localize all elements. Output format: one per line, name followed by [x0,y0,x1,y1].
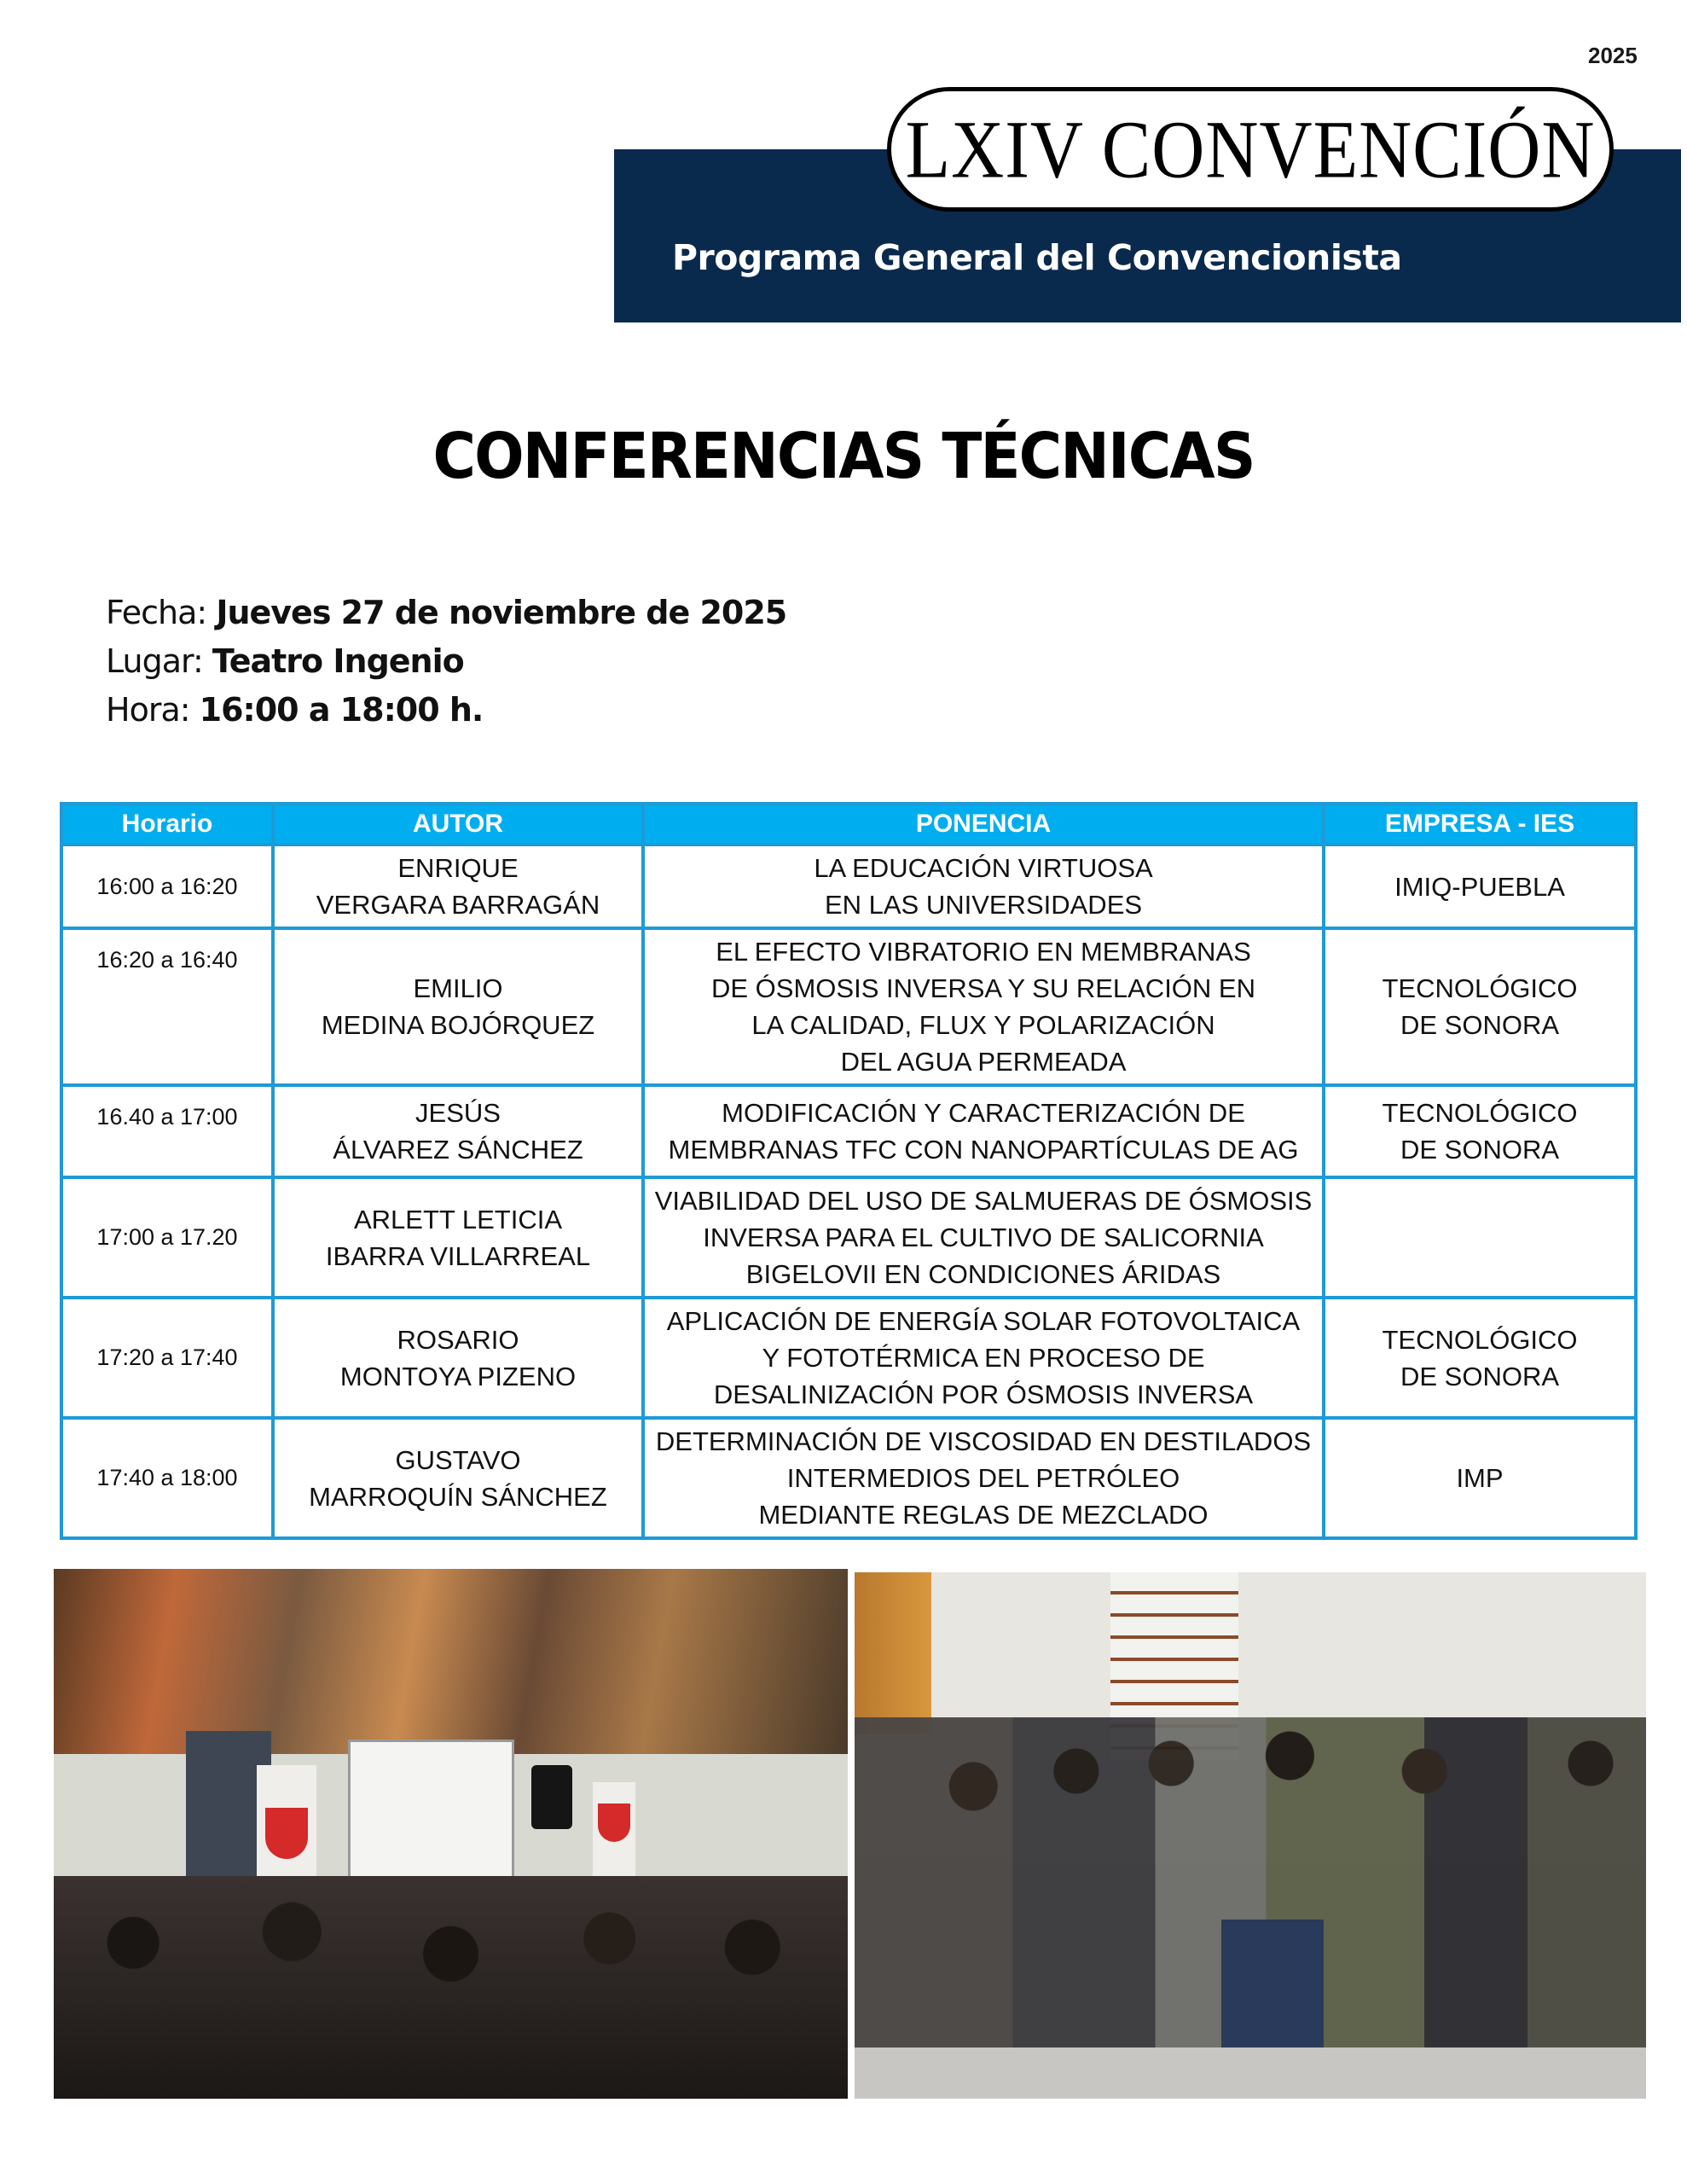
talk-line: DETERMINACIÓN DE VISCOSIDAD EN DESTILADOS [655,1426,1312,1456]
time-value: 16:00 a 18:00 h. [199,691,484,729]
author-cell [273,1298,643,1418]
time-cell: 17:40 a 18:00 [61,1418,273,1538]
author-last: MARROQUÍN SÁNCHEZ [309,1481,607,1512]
author-last: VERGARA BARRAGÁN [316,890,600,920]
column-header-autor: AUTOR [273,804,643,845]
convention-title: LXIV CONVENCIÓN [905,103,1596,195]
table-row [61,1085,1636,1177]
talk-line: MEMBRANAS TFC CON NANOPARTÍCULAS DE AG [668,1135,1299,1165]
author-first: JESÚS [415,1098,501,1128]
org-cell [1324,1177,1636,1298]
talk-line: VIABILIDAD DEL USO DE SALMUERAS DE ÓSMOSIS [654,1186,1313,1216]
org-line: TECNOLÓGICO [1382,1098,1578,1128]
time-cell: 17:20 a 17:40 [61,1298,273,1418]
place-label: Lugar: [106,642,212,680]
table-row [61,928,1636,1085]
org-cell [1324,928,1636,1085]
time-cell: 16:00 a 16:20 [61,845,273,928]
column-header-ponencia: PONENCIA [643,804,1324,845]
org-line: TECNOLÓGICO [1382,1324,1578,1355]
program-subtitle: Programa General del Convencionista [672,237,1402,278]
author-cell [273,1085,643,1177]
author-cell [273,845,643,928]
imiq-shield-icon [598,1804,630,1842]
wood-door-image [855,1572,931,1734]
org-cell [1324,1418,1636,1538]
table-row [61,845,1636,928]
author-first: GUSTAVO [395,1444,521,1475]
time-label: Hora: [106,691,200,729]
page-title: CONFERENCIAS TÉCNICAS [432,420,1255,493]
talk-line: LA CALIDAD, FLUX Y POLARIZACIÓN [751,1010,1215,1040]
talk-line: BIGELOVII EN CONDICIONES ÁRIDAS [745,1259,1221,1289]
talk-line: INTERMEDIOS DEL PETRÓLEO [786,1463,1180,1493]
author-first: ROSARIO [397,1324,519,1355]
place-value: Teatro Ingenio [212,642,464,680]
photo-audience [855,1572,1646,2099]
column-header-horario: Horario [61,804,273,845]
org-cell [1324,1085,1636,1177]
org-cell [1324,845,1636,928]
org-line: DE SONORA [1400,1135,1560,1165]
event-info [106,589,786,735]
audience-image [54,1876,848,2099]
author-last: ÁLVAREZ SÁNCHEZ [333,1135,583,1165]
org-line: DE SONORA [1400,1361,1560,1391]
place-row [106,637,786,686]
author-last: IBARRA VILLARREAL [325,1240,591,1271]
speaker-image [531,1765,572,1829]
author-cell [273,1418,643,1538]
convention-title-pill [887,87,1614,212]
floor-image [855,2048,1646,2099]
imiq-shield-icon [265,1808,308,1859]
time-row [106,686,786,735]
talk-line: Y FOTOTÉRMICA EN PROCESO DE [762,1343,1205,1373]
column-header-empresa: EMPRESA - IES [1324,804,1636,845]
author-first: ENRIQUE [397,853,519,883]
author-first: ARLETT LETICIA [353,1204,563,1234]
org-line: DE SONORA [1400,1010,1560,1040]
talk-cell [643,1177,1324,1298]
talk-line: EN LAS UNIVERSIDADES [824,890,1143,920]
schedule-table [60,802,1638,1540]
org-cell [1324,1298,1636,1418]
talk-line: DESALINIZACIÓN POR ÓSMOSIS INVERSA [713,1380,1254,1409]
talk-line: APLICACIÓN DE ENERGÍA SOLAR FOTOVOLTAICA [666,1306,1301,1336]
talk-cell [643,928,1324,1085]
talk-line: DE ÓSMOSIS INVERSA Y SU RELACIÓN EN [711,973,1255,1003]
table-row [61,1418,1636,1538]
org-line: IMP [1456,1463,1504,1493]
time-cell: 16:20 a 16:40 [61,928,273,1085]
table-header-row [61,804,1636,845]
year-label: 2025 [1588,43,1638,68]
author-cell [273,928,643,1085]
talk-cell [643,1298,1324,1418]
table-row [61,1177,1636,1298]
talk-line: EL EFECTO VIBRATORIO EN MEMBRANAS [716,937,1251,967]
mural-image [54,1569,848,1754]
org-line: IMIQ-PUEBLA [1394,871,1565,902]
table-row [61,1298,1636,1418]
talk-cell [643,1085,1324,1177]
date-value: Jueves 27 de noviembre de 2025 [216,594,787,631]
talk-line: MEDIANTE REGLAS DE MEZCLADO [758,1500,1209,1530]
talk-line: MODIFICACIÓN Y CARACTERIZACIÓN DE [722,1098,1245,1128]
time-cell: 17:00 a 17.20 [61,1177,273,1298]
talk-line: INVERSA PARA EL CULTIVO DE SALICORNIA [703,1223,1264,1252]
talk-cell [643,1418,1324,1538]
date-label: Fecha: [106,594,217,631]
org-line: TECNOLÓGICO [1382,973,1578,1003]
author-cell [273,1177,643,1298]
author-last: MONTOYA PIZENO [339,1361,577,1391]
author-last: MEDINA BOJÓRQUEZ [321,1010,595,1040]
talk-line: LA EDUCACIÓN VIRTUOSA [814,853,1153,883]
author-first: EMILIO [413,973,503,1003]
talk-line: DEL AGUA PERMEADA [840,1047,1127,1077]
talk-cell [643,845,1324,928]
date-row [106,589,786,637]
time-cell: 16.40 a 17:00 [61,1085,273,1177]
photo-presentation [54,1569,848,2099]
